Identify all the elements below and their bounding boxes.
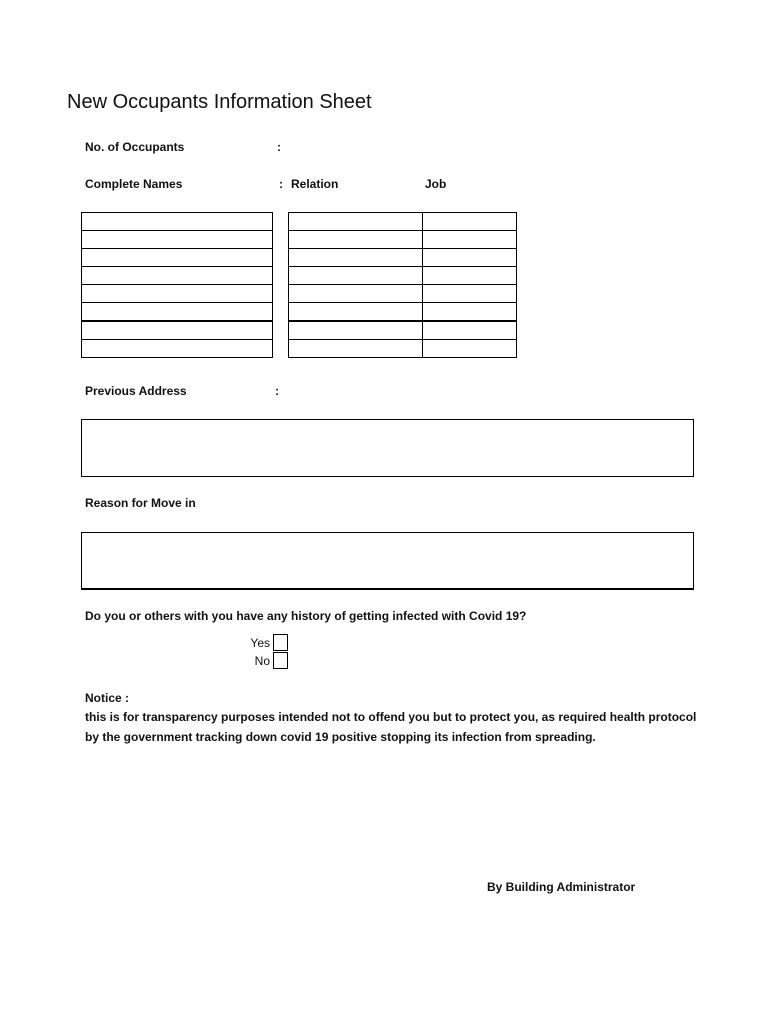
notice-heading: Notice : (85, 691, 130, 705)
name-row (82, 321, 273, 340)
names-table (81, 212, 273, 358)
occupants-colon: : (277, 140, 281, 154)
name-row (82, 340, 273, 358)
yes-checkbox[interactable] (273, 634, 288, 651)
previous-address-label: Previous Address (85, 384, 187, 398)
page-title: New Occupants Information Sheet (67, 91, 372, 113)
previous-address-colon: : (275, 384, 279, 398)
name-cell[interactable] (82, 285, 273, 303)
job-cell[interactable] (423, 303, 517, 322)
job-cell[interactable] (423, 340, 517, 358)
relation-job-row (289, 231, 517, 249)
job-cell[interactable] (423, 285, 517, 303)
name-row (82, 231, 273, 249)
reason-box[interactable] (81, 532, 694, 590)
relation-job-row (289, 285, 517, 303)
name-cell[interactable] (82, 321, 273, 340)
name-row (82, 267, 273, 285)
no-checkbox[interactable] (273, 652, 288, 669)
complete-names-label: Complete Names (85, 177, 183, 191)
signature-line: By Building Administrator (487, 880, 636, 894)
previous-address-box[interactable] (81, 419, 694, 477)
relation-cell[interactable] (289, 213, 423, 231)
name-cell[interactable] (82, 340, 273, 358)
relation-job-row (289, 267, 517, 285)
occupants-label: No. of Occupants (85, 140, 185, 154)
relation-job-row (289, 249, 517, 267)
job-cell[interactable] (423, 321, 517, 340)
name-row (82, 213, 273, 231)
notice-text: this is for transparency purposes intended not to offend you but to protect you, as required health protocol by the government tracking down covid 19 positive stopping its infection from spreading. (85, 710, 697, 744)
relation-cell[interactable] (289, 231, 423, 249)
job-cell[interactable] (423, 213, 517, 231)
relation-job-row (289, 213, 517, 231)
name-row (82, 303, 273, 322)
relation-cell[interactable] (289, 267, 423, 285)
reason-label: Reason for Move in (85, 496, 196, 510)
relation-cell[interactable] (289, 285, 423, 303)
name-cell[interactable] (82, 249, 273, 267)
relation-cell[interactable] (289, 321, 423, 340)
relation-job-row (289, 303, 517, 322)
name-row (82, 285, 273, 303)
no-label: No (254, 654, 270, 668)
covid-question: Do you or others with you have any history of getting infected with Covid 19? (85, 609, 527, 623)
job-cell[interactable] (423, 267, 517, 285)
name-cell[interactable] (82, 303, 273, 322)
relation-cell[interactable] (289, 249, 423, 267)
relation-job-row (289, 321, 517, 340)
names-colon: : (279, 177, 283, 191)
job-cell[interactable] (423, 231, 517, 249)
job-label: Job (425, 177, 447, 191)
yes-label: Yes (250, 636, 270, 650)
relation-cell[interactable] (289, 340, 423, 358)
occupants-field[interactable] (292, 138, 512, 156)
name-row (82, 249, 273, 267)
name-cell[interactable] (82, 231, 273, 249)
relation-label: Relation (291, 177, 339, 191)
job-cell[interactable] (423, 249, 517, 267)
name-cell[interactable] (82, 267, 273, 285)
name-cell[interactable] (82, 213, 273, 231)
relation-job-table (288, 212, 517, 358)
relation-job-row (289, 340, 517, 358)
relation-cell[interactable] (289, 303, 423, 322)
